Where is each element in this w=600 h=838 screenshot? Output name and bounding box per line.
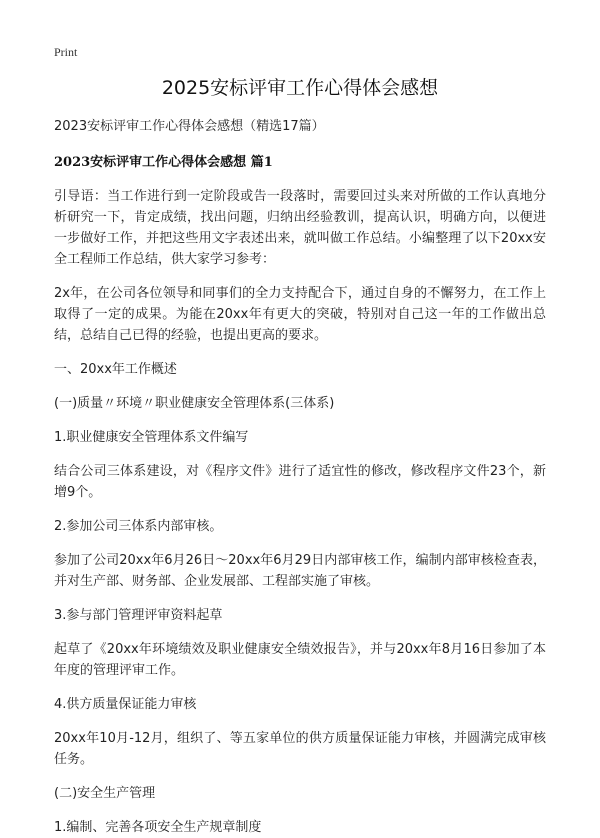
heading-item-3: 3.参与部门管理评审资料起草 bbox=[54, 608, 223, 623]
print-label: Print bbox=[54, 45, 78, 59]
heading-item-4: 4.供方质量保证能力审核 bbox=[54, 697, 197, 712]
section-heading: 2023安标评审工作心得体会感想 篇1 bbox=[54, 155, 273, 170]
intro-paragraph: 引导语：当工作进行到一定阶段或告一段落时，需要回过头来对所做的工作认真地分析研究一下，肯定成绩，找出问题，归纳出经验教训，提高认识，明确方向，以便进一步做好工作，并把这些用文字表述出来，就叫做工作总结。小编整理了以下20xx安全工程师工作总结，供大家学习参考： bbox=[54, 189, 546, 267]
heading-safety-management: (二)安全生产管理 bbox=[54, 786, 156, 801]
heading-item-2: 2.参加公司三体系内部审核。 bbox=[54, 519, 223, 534]
body-item-2: 参加了公司20xx年6月26日～20xx年6月29日内部审核工作，编制内部审核检查表，并对生产部、财务部、企业发展部、工程部实施了审核。 bbox=[54, 553, 546, 589]
document-subtitle: 2023安标评审工作心得体会感想（精选17篇） bbox=[54, 119, 325, 134]
document-title: 2025安标评审工作心得体会感想 bbox=[161, 77, 439, 99]
body-item-4: 20xx年10月-12月，组织了、等五家单位的供方质量保证能力审核，并圆满完成审核任务。 bbox=[54, 731, 546, 767]
heading-item-1: 1.职业健康安全管理体系文件编写 bbox=[54, 430, 249, 445]
body-item-3: 起草了《20xx年环境绩效及职业健康安全绩效报告》，并与20xx年8月16日参加了本年度的管理评审工作。 bbox=[54, 642, 546, 678]
body-item-1: 结合公司三体系建设，对《程序文件》进行了适宜性的修改，修改程序文件23个，新增9个。 bbox=[54, 464, 546, 500]
heading-three-systems: (一)质量〃环境〃职业健康安全管理体系(三体系) bbox=[54, 396, 335, 411]
summary-paragraph: 2x年，在公司各位领导和同事们的全力支持配合下，通过自身的不懈努力，在工作上取得了一定的成果。为能在20xx年有更大的突破，特别对自己这一年的工作做出总结，总结自己已得的经验，也提出更高的要求。 bbox=[54, 286, 546, 343]
heading-safety-item-1: 1.编制、完善各项安全生产规章制度 bbox=[54, 820, 262, 835]
heading-overview: 一、20xx年工作概述 bbox=[54, 362, 177, 377]
